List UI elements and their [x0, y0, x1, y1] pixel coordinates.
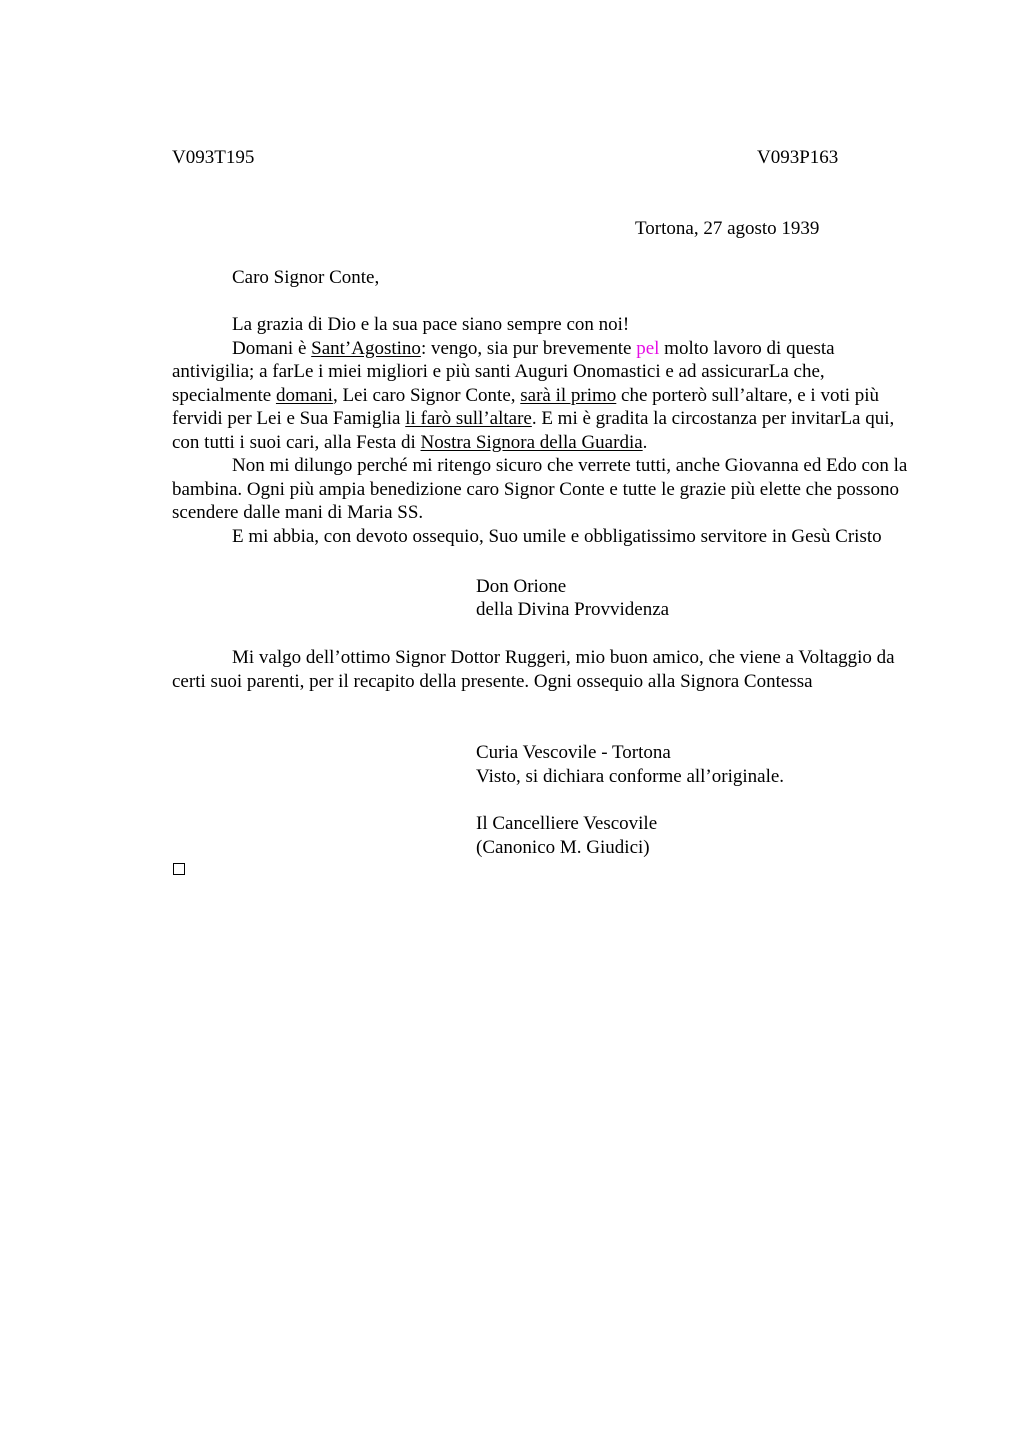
certification-role: Il Cancelliere Vescovile	[476, 813, 658, 834]
document-code-left: V093T195	[172, 147, 255, 168]
underlined-text: domani	[275, 384, 333, 406]
certification-curia: Curia Vescovile - Tortona	[476, 742, 671, 763]
signature-name: Don Orione	[476, 576, 567, 597]
underlined-text: Sant’Agostino	[311, 337, 421, 359]
certification-statement: Visto, si dichiara conforme all’originale.	[476, 766, 785, 787]
paragraph-closing: E mi abbia, con devoto ossequio, Suo umile e obbligatissimo servitore in Gesù Cristo	[232, 525, 882, 547]
letter-date: Tortona, 27 agosto 1939	[635, 218, 820, 239]
underlined-text: sarà il primo	[520, 384, 617, 406]
paragraph-blessing: Non mi dilungo perché mi ritengo sicuro che verrete tutti, anche Giovanna ed Edo con la bambina. Ogni più ampia benedizione caro Signor Conte e tutte le grazie più elette che possono scendere dalle mani di Maria SS.	[172, 455, 908, 523]
empty-checkbox-icon	[173, 863, 185, 875]
text-run: , Lei caro Signor Conte,	[332, 384, 521, 406]
text-run: . E mi è gradita la circostanza per invitarLa qui, con tutti i suoi cari, alla Festa di	[172, 408, 895, 453]
document-code-right: V093P163	[757, 147, 839, 168]
letter-body	[172, 313, 917, 548]
highlighted-word: pel	[636, 337, 660, 359]
signature-title: della Divina Provvidenza	[476, 599, 670, 620]
certification-signer: (Canonico M. Giudici)	[476, 837, 650, 858]
paragraph-greeting: La grazia di Dio e la sua pace siano sempre con noi!	[232, 314, 630, 335]
paragraph-main	[172, 337, 917, 455]
letter-salutation: Caro Signor Conte,	[232, 267, 380, 288]
text-run: Domani è	[232, 337, 312, 359]
paragraph-postscript: Mi valgo dell’ottimo Signor Dottor Ruggeri, mio buon amico, che viene a Voltaggio da certi suoi parenti, per il recapito della presente. Ogni ossequio alla Signora Contessa	[172, 647, 895, 692]
underlined-text: li farò sull’altare	[405, 408, 532, 429]
postscript	[172, 646, 917, 693]
text-run: molto lavoro di questa antivigilia; a farLe i miei migliori e più santi Auguri Onomastici e ad assicurarLa che, specialmente	[172, 337, 835, 406]
underlined-text: Nostra Signora della Guardia	[420, 431, 643, 453]
text-run: che porterò sull’altare, e i voti più fervidi per Lei e Sua Famiglia	[172, 384, 880, 429]
text-run: : vengo, sia pur brevemente	[420, 337, 637, 359]
text-run: .	[642, 431, 648, 453]
